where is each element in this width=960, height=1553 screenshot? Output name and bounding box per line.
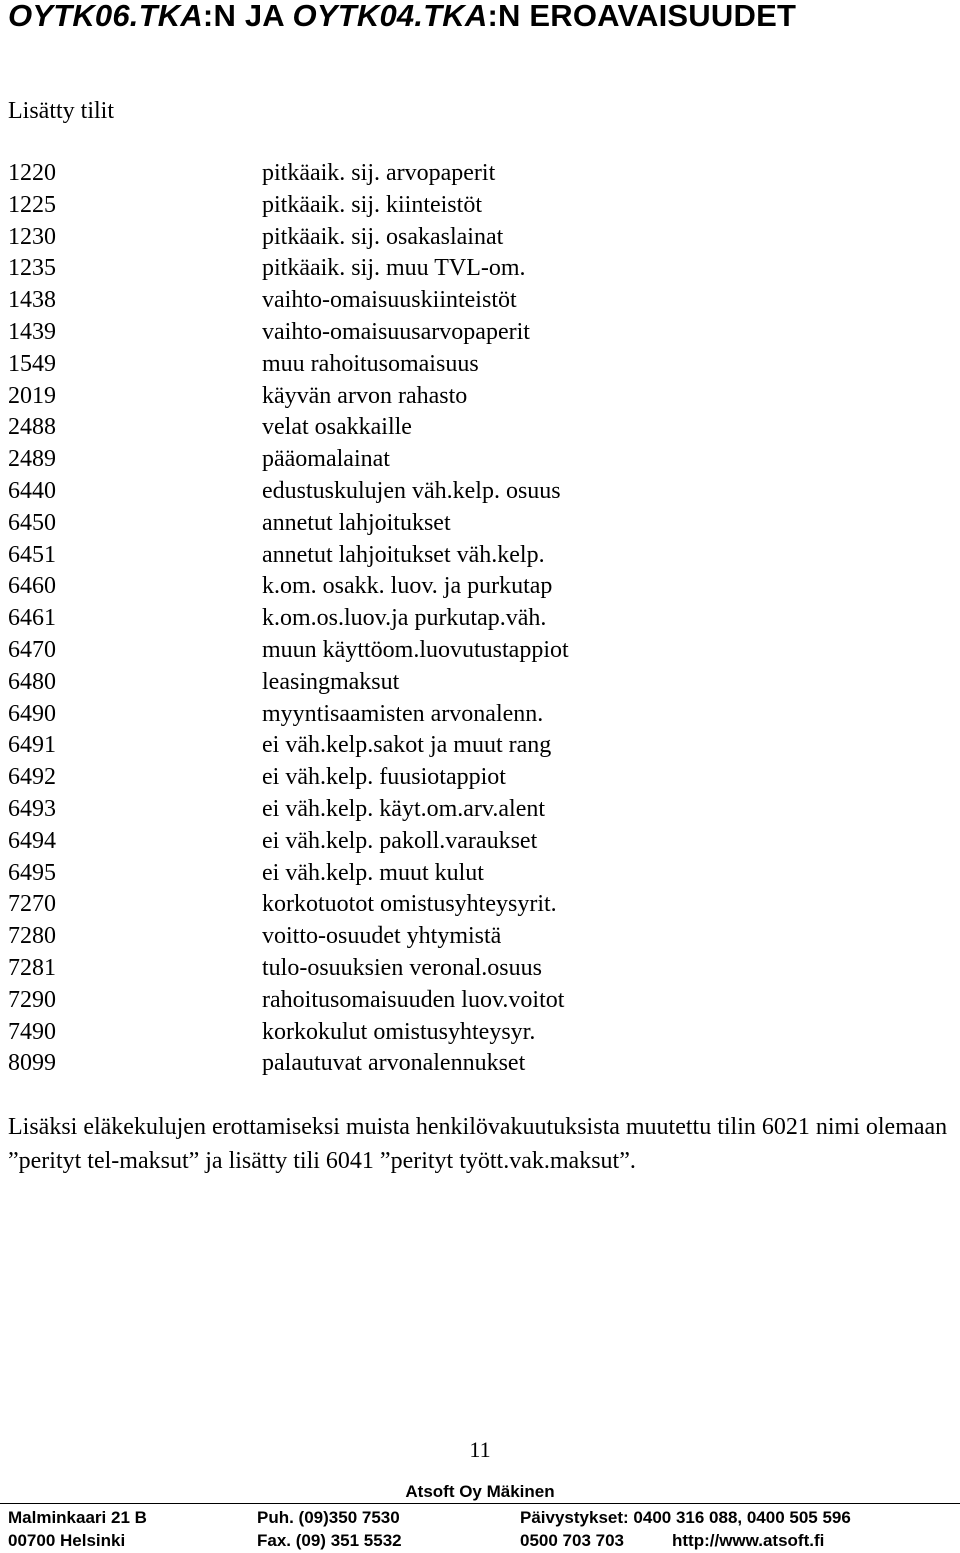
account-name: annetut lahjoitukset [262, 509, 451, 536]
footer-duty-line1: Päivystykset: 0400 316 088, 0400 505 596 [520, 1508, 851, 1527]
account-number: 1549 [8, 350, 56, 377]
account-name: muun käyttöom.luovutustappiot [262, 636, 569, 663]
account-number: 6491 [8, 732, 56, 759]
account-name: ei väh.kelp.sakot ja muut rang [262, 732, 552, 759]
footer-website: http://www.atsoft.fi [672, 1531, 825, 1550]
account-name: pitkäaik. sij. arvopaperit [262, 160, 496, 186]
footer-address-line2: 00700 Helsinki [8, 1531, 126, 1550]
account-name: ei väh.kelp. muut kulut [262, 859, 484, 886]
account-number: 2489 [8, 446, 56, 473]
account-number: 6493 [8, 795, 56, 822]
account-number: 6461 [8, 605, 56, 632]
account-name: korkotuotot omistusyhteysyrit. [262, 891, 557, 918]
account-number: 6492 [8, 764, 56, 791]
account-number: 7270 [8, 891, 56, 918]
account-name: annetut lahjoitukset väh.kelp. [262, 541, 545, 568]
account-name: velat osakkaille [262, 414, 412, 441]
account-name: leasingmaksut [262, 668, 400, 695]
account-name: muu rahoitusomaisuus [262, 350, 479, 377]
account-name: rahoitusomaisuuden luov.voitot [262, 986, 565, 1013]
account-name: vaihto-omaisuusarvopaperit [262, 318, 530, 345]
account-name: voitto-osuudet yhtymistä [262, 923, 502, 950]
account-number: 1235 [8, 255, 56, 282]
footer-company: Atsoft Oy Mäkinen [405, 1482, 555, 1501]
account-number: 6490 [8, 700, 56, 727]
account-name: ei väh.kelp. käyt.om.arv.alent [262, 795, 546, 822]
footer-divider [0, 1503, 960, 1504]
account-name: edustuskulujen väh.kelp. osuus [262, 477, 561, 504]
account-number: 6494 [8, 827, 56, 854]
account-number: 6450 [8, 509, 56, 536]
title-file-1: OYTK06.TKA [8, 0, 203, 33]
footer-fax: Fax. (09) 351 5532 [257, 1531, 402, 1550]
section-title: Lisätty tilit [8, 98, 114, 124]
account-number: 1220 [8, 160, 56, 186]
account-number: 2019 [8, 382, 56, 409]
account-name: k.om. osakk. luov. ja purkutap [262, 573, 553, 600]
account-name: vaihto-omaisuuskiinteistöt [262, 287, 517, 314]
account-name: käyvän arvon rahasto [262, 382, 468, 409]
account-number: 1225 [8, 191, 56, 218]
account-number: 7290 [8, 986, 56, 1013]
account-number: 6460 [8, 573, 56, 600]
account-number: 7281 [8, 954, 56, 981]
account-name: tulo-osuuksien veronal.osuus [262, 954, 542, 981]
account-number: 6451 [8, 541, 56, 568]
document-title [8, 0, 796, 34]
footer-duty-line2: 0500 703 703 [520, 1531, 624, 1550]
title-connector-1: :N JA [202, 0, 293, 33]
account-number: 6480 [8, 668, 56, 695]
account-number: 1439 [8, 318, 56, 345]
page-number: 11 [469, 1437, 491, 1462]
account-number: 1230 [8, 223, 56, 250]
account-name: pitkäaik. sij. osakaslainat [262, 223, 504, 250]
footer-address-line1: Malminkaari 21 B [8, 1508, 147, 1527]
account-number: 7280 [8, 923, 56, 950]
account-name: pääomalainat [262, 446, 390, 473]
title-suffix: :N EROAVAISUUDET [487, 0, 797, 33]
footer-phone: Puh. (09)350 7530 [257, 1508, 400, 1527]
account-number: 6495 [8, 859, 56, 886]
account-number: 6440 [8, 477, 56, 504]
account-name: ei väh.kelp. pakoll.varaukset [262, 827, 538, 854]
account-number: 7490 [8, 1018, 56, 1045]
note-paragraph: Lisäksi eläkekulujen erottamiseksi muista henkilövakuutuksista muutettu tilin 6021 nimi olemaan ”perityt tel-maksut” ja lisätty tili 6041 ”perityt tyött.vak.maksut”. [8, 1114, 948, 1174]
account-number: 6470 [8, 636, 56, 663]
account-name: pitkäaik. sij. muu TVL-om. [262, 255, 526, 282]
account-name: ei väh.kelp. fuusiotappiot [262, 764, 506, 791]
account-name: myyntisaamisten arvonalenn. [262, 700, 544, 727]
account-number: 2488 [8, 414, 56, 441]
account-number: 1438 [8, 287, 56, 314]
account-name: pitkäaik. sij. kiinteistöt [262, 191, 482, 218]
account-number: 8099 [8, 1050, 56, 1077]
account-name: palautuvat arvonalennukset [262, 1050, 526, 1077]
title-file-2: OYTK04.TKA [292, 0, 488, 33]
account-name: k.om.os.luov.ja purkutap.väh. [262, 605, 547, 632]
account-name: korkokulut omistusyhteysyr. [262, 1018, 536, 1045]
